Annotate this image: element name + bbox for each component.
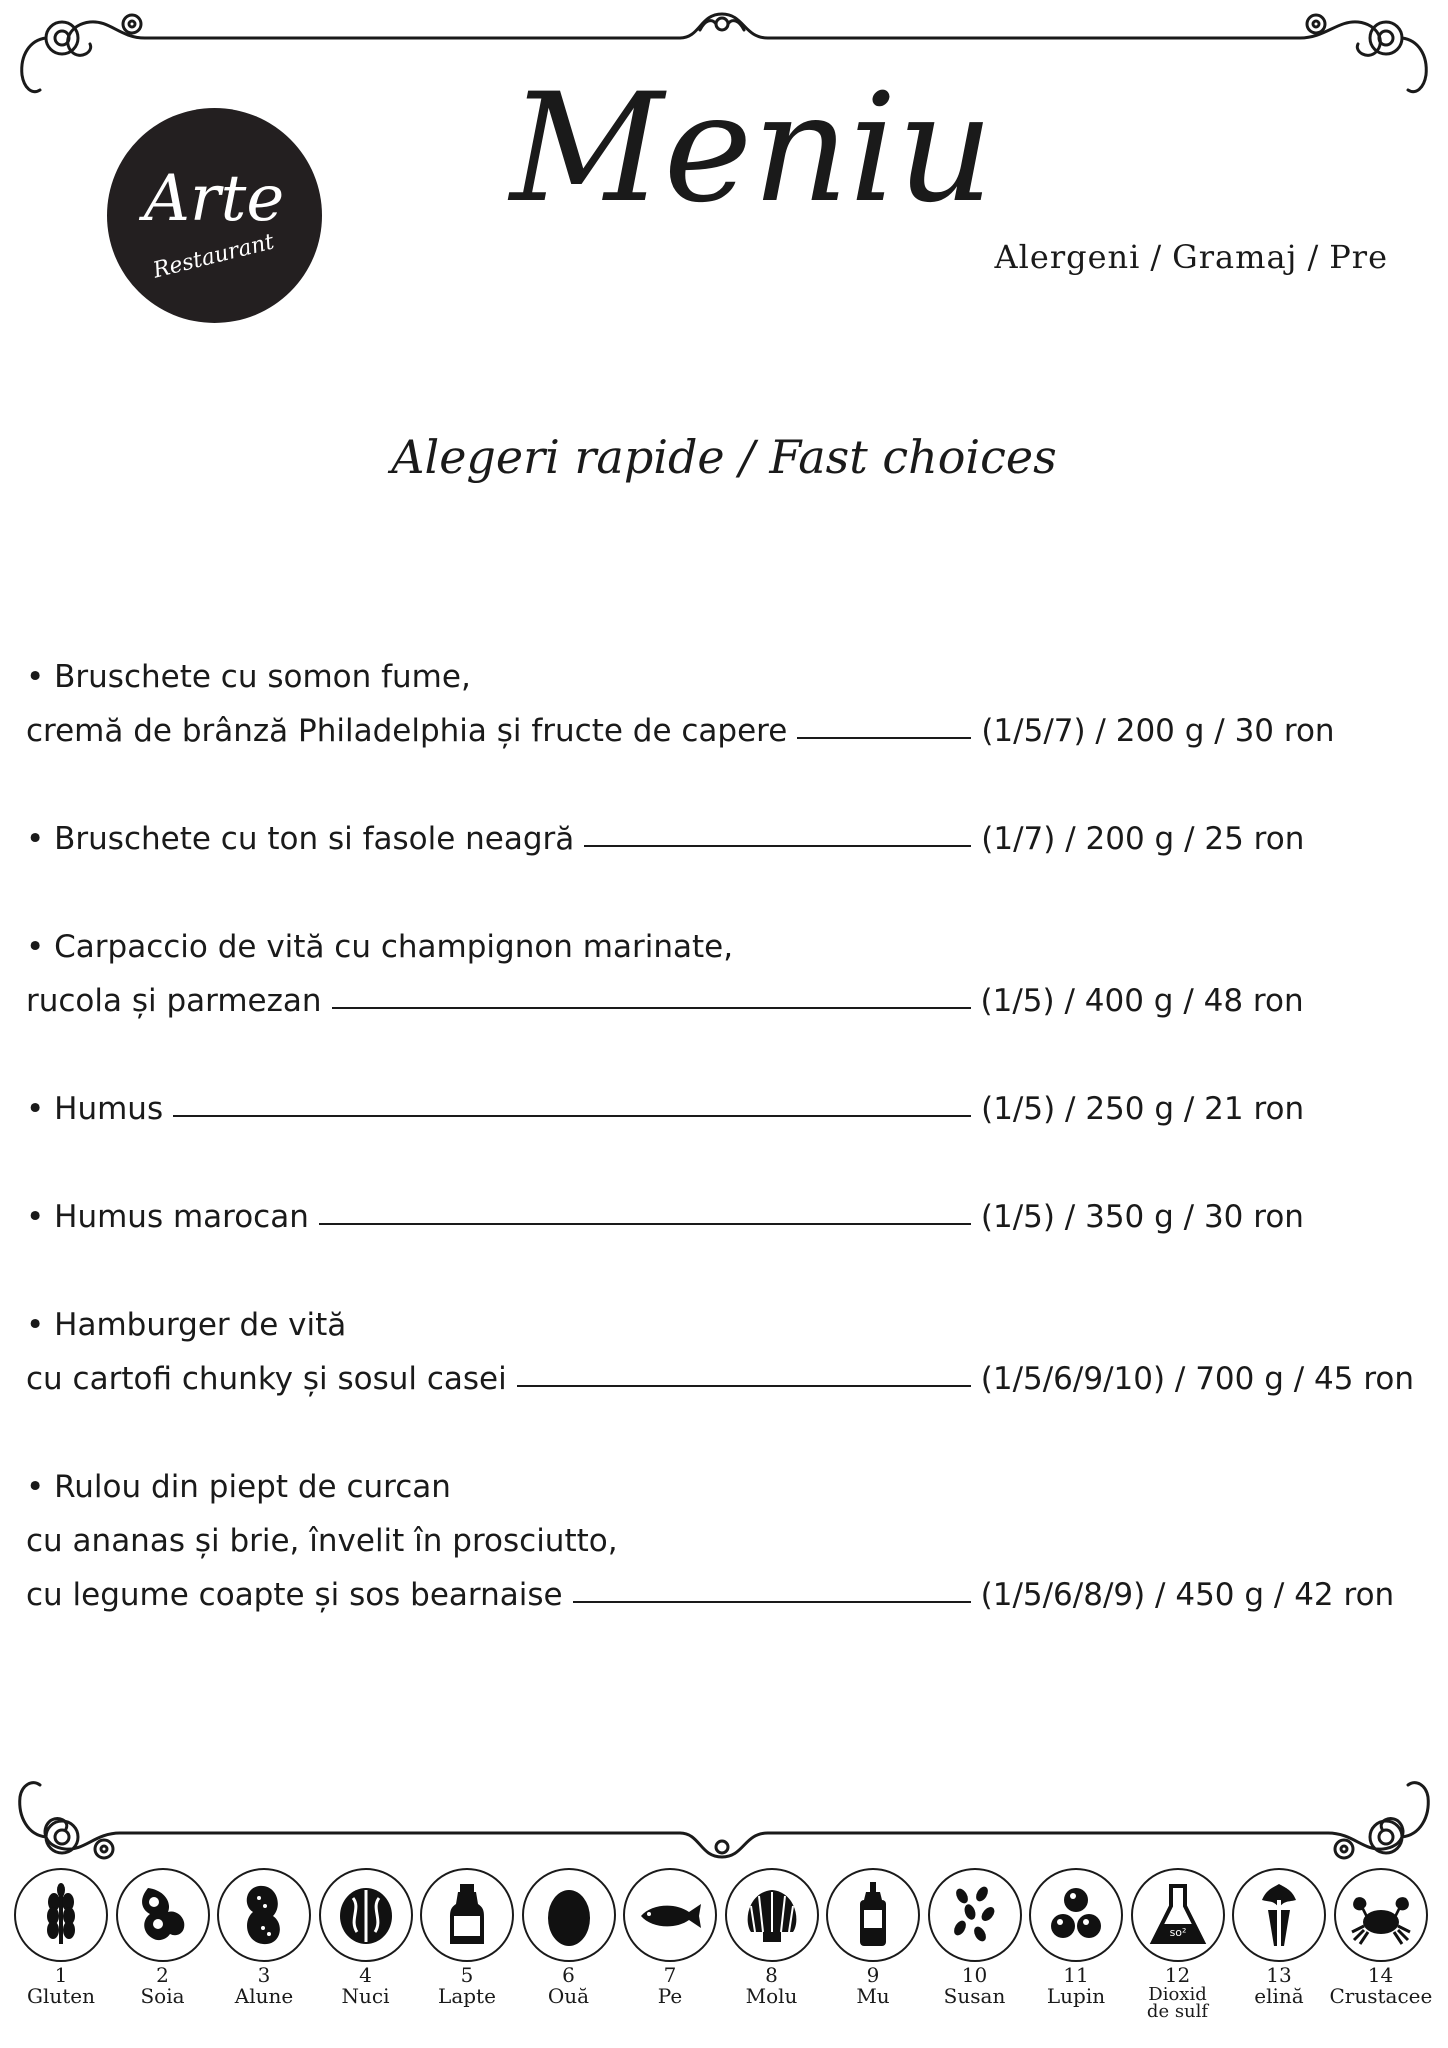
menu-item <box>26 920 1426 1028</box>
allergen-item <box>112 1868 214 2006</box>
menu-item-name: cremă de brânză Philadelphia și fructe de capere <box>26 713 788 749</box>
legend-heading: Alergeni / Gramaj / Pre <box>994 238 1388 276</box>
restaurant-logo <box>107 108 322 323</box>
allergen-item <box>1330 1868 1432 2006</box>
allergen-number: 13 <box>1266 1963 1292 1987</box>
leader-line <box>332 1007 971 1009</box>
menu-item-line <box>26 1298 1426 1352</box>
menu-item <box>26 1082 1426 1136</box>
sesame-icon <box>928 1868 1022 1962</box>
menu-list <box>26 650 1426 1676</box>
allergen-number: 8 <box>765 1963 778 1987</box>
menu-item-details: (1/5) / 350 g / 30 ron <box>980 1199 1304 1235</box>
leader-line <box>573 1601 971 1603</box>
allergen-number: 4 <box>359 1963 372 1987</box>
soy-icon <box>116 1868 210 1962</box>
menu-item-name: • Rulou din piept de curcan <box>26 1469 451 1505</box>
allergen-item <box>1025 1868 1127 2006</box>
menu-item-line <box>26 1514 1426 1568</box>
legend-price: Pre <box>1329 238 1388 276</box>
allergen-item <box>924 1868 1026 2006</box>
menu-item <box>26 812 1426 866</box>
legend-weight: Gramaj <box>1172 238 1298 276</box>
menu-item-line-final <box>26 1190 1426 1244</box>
menu-item-details: (1/5/7) / 200 g / 30 ron <box>981 713 1335 749</box>
allergen-number: 10 <box>961 1963 988 1987</box>
allergen-label: Lupin <box>1046 1984 1106 2008</box>
allergen-item <box>1228 1868 1330 2006</box>
menu-item-details: (1/5) / 400 g / 48 ron <box>980 983 1304 1019</box>
menu-title <box>480 30 1000 245</box>
menu-item-line-final <box>26 974 1426 1028</box>
celery-icon <box>1232 1868 1326 1962</box>
legend-allergens: Alergeni <box>994 238 1141 276</box>
section-title: Alegeri rapide / Fast choices <box>391 430 1057 484</box>
logo-wordmark: Arte <box>143 162 285 236</box>
leader-line <box>797 737 971 739</box>
menu-item-details: (1/7) / 200 g / 25 ron <box>981 821 1305 857</box>
allergen-item <box>1127 1868 1229 2020</box>
menu-item-line <box>26 650 1426 704</box>
page-title: Meniu <box>510 62 994 236</box>
allergen-item <box>518 1868 620 2006</box>
allergen-number: 14 <box>1367 1963 1394 1987</box>
leader-line <box>584 845 971 847</box>
allergen-number: 12 <box>1164 1963 1191 1987</box>
menu-item-details: (1/5/6/8/9) / 450 g / 42 ron <box>980 1577 1395 1613</box>
allergen-item <box>315 1868 417 2006</box>
egg-icon <box>522 1868 616 1962</box>
menu-item-line-final <box>26 1082 1426 1136</box>
allergen-label: Crustacee <box>1329 1984 1433 2008</box>
menu-item-details: (1/5/6/9/10) / 700 g / 45 ron <box>980 1361 1415 1397</box>
allergen-label: Mu <box>856 1984 890 2008</box>
crab-icon <box>1334 1868 1428 1962</box>
allergen-label: Pe <box>657 1984 683 2008</box>
menu-item <box>26 650 1426 758</box>
allergen-item <box>10 1868 112 2006</box>
menu-item-line <box>26 920 1426 974</box>
allergen-item <box>619 1868 721 2006</box>
menu-item-name: • Bruschete cu ton si fasole neagră <box>26 821 575 857</box>
menu-item-line-final <box>26 704 1426 758</box>
allergen-label: Lapte <box>438 1984 496 2008</box>
allergen-number: 11 <box>1063 1963 1089 1987</box>
lupin-icon <box>1029 1868 1123 1962</box>
menu-item-name: cu ananas și brie, învelit în prosciutto, <box>26 1523 618 1559</box>
allergen-number: 3 <box>257 1963 271 1987</box>
leader-line <box>173 1115 971 1117</box>
menu-item-name: • Bruschete cu somon fume, <box>26 659 471 695</box>
milk-bottle-icon <box>420 1868 514 1962</box>
allergen-label: elină <box>1254 1984 1304 2008</box>
leader-line <box>517 1385 971 1387</box>
menu-item-line <box>26 1460 1426 1514</box>
allergen-label: Gluten <box>26 1984 95 2008</box>
allergen-label: Ouă <box>547 1984 590 2008</box>
menu-item-name: cu cartofi chunky și sosul casei <box>26 1361 507 1397</box>
allergen-item <box>721 1868 823 2006</box>
allergen-label: Dioxid de sulf <box>1146 1984 1209 2022</box>
flask-icon <box>1131 1868 1225 1962</box>
mustard-bottle-icon <box>826 1868 920 1962</box>
menu-item-name: rucola și parmezan <box>26 983 322 1019</box>
allergen-number: 6 <box>562 1963 575 1987</box>
allergen-label: Soia <box>140 1984 185 2008</box>
allergen-number: 5 <box>460 1963 474 1987</box>
menu-item-name: • Humus <box>26 1091 164 1127</box>
flask-label: so² <box>1169 1926 1186 1939</box>
allergen-item <box>416 1868 518 2006</box>
logo-subtitle: Restaurant <box>150 229 277 284</box>
allergen-number: 9 <box>866 1963 880 1987</box>
menu-item <box>26 1298 1426 1406</box>
leader-line <box>319 1223 971 1225</box>
menu-item-line-final <box>26 1568 1426 1622</box>
allergen-number: 2 <box>156 1963 169 1987</box>
menu-item-details: (1/5) / 250 g / 21 ron <box>981 1091 1305 1127</box>
menu-item <box>26 1460 1426 1622</box>
menu-item-line-final <box>26 1352 1426 1406</box>
shell-icon <box>725 1868 819 1962</box>
menu-item-name: • Hamburger de vită <box>26 1307 347 1343</box>
menu-item-name: cu legume coapte și sos bearnaise <box>26 1577 563 1613</box>
allergen-item <box>822 1868 924 2006</box>
allergen-item <box>213 1868 315 2006</box>
allergen-label: Alune <box>234 1984 294 2008</box>
menu-item-name: • Humus marocan <box>26 1199 309 1235</box>
wheat-icon <box>14 1868 108 1962</box>
allergen-label: Susan <box>943 1984 1006 2008</box>
peanut-icon <box>217 1868 311 1962</box>
menu-item-line-final <box>26 812 1426 866</box>
allergen-label: Molu <box>745 1984 798 2008</box>
allergen-number: 1 <box>54 1963 68 1987</box>
allergen-label: Nuci <box>341 1984 390 2008</box>
menu-item <box>26 1190 1426 1244</box>
allergen-number: 7 <box>663 1963 677 1987</box>
walnut-icon <box>319 1868 413 1962</box>
fish-icon <box>623 1868 717 1962</box>
menu-item-name: • Carpaccio de vită cu champignon marinate, <box>26 929 734 965</box>
allergen-legend <box>10 1868 1440 2022</box>
